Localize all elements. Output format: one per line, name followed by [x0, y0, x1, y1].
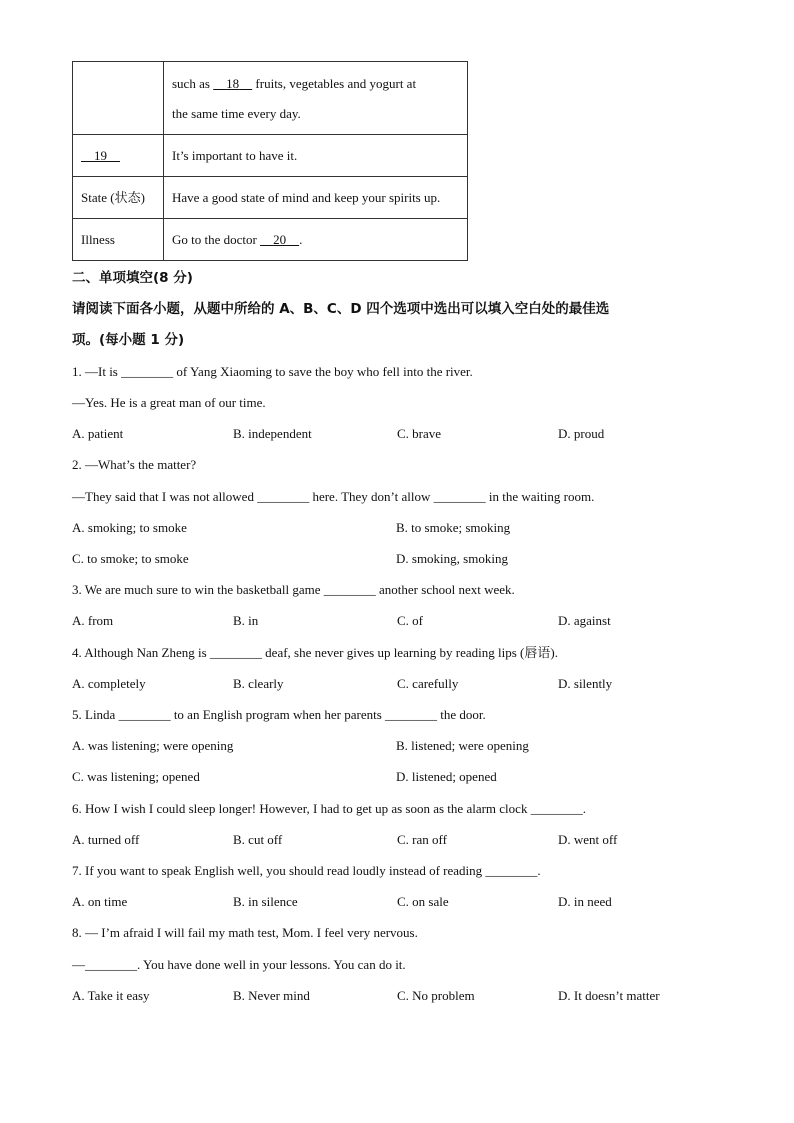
option-c: C. was listening; opened: [72, 769, 200, 784]
option-b: B. cut off: [233, 832, 283, 847]
option-a: A. completely: [72, 676, 146, 691]
question-stem: 3. We are much sure to win the basketball game ________ another school next week.: [72, 582, 515, 597]
table-cell-label: [73, 135, 164, 177]
option-b: B. in: [233, 613, 259, 628]
question-stem: 2. —What’s the matter?: [72, 457, 197, 472]
option-d: D. listened; opened: [396, 769, 497, 784]
table-cell-text: It’s important to have it.: [164, 135, 468, 177]
blank-20: 20: [273, 231, 287, 247]
table-row: [73, 135, 468, 177]
table-cell-text: Have a good state of mind and keep your spirits up.: [164, 177, 468, 219]
question-stem: 8. — I’m afraid I will fail my math test, Mom. I feel very nervous.: [72, 925, 418, 940]
option-b: B. in silence: [233, 894, 298, 909]
option-b: B. Never mind: [233, 988, 310, 1003]
table-cell-text: such as 18 fruits, vegetables and yogurt at the same time every day.: [164, 62, 468, 135]
option-d: D. went off: [558, 832, 618, 847]
option-a: A. was listening; were opening: [72, 738, 234, 753]
option-c: C. ran off: [397, 832, 447, 847]
option-a: A. turned off: [72, 832, 140, 847]
question-stem: 7. If you want to speak English well, you should read loudly instead of reading ________.: [72, 863, 541, 878]
section-instruction: 请阅读下面各小题，从题中所给的 A、B、C、D 四个选项中选出可以填入空白处的最佳选: [72, 301, 610, 317]
option-a: A. from: [72, 613, 114, 628]
option-d: D. silently: [558, 676, 613, 691]
option-c: C. brave: [397, 426, 442, 441]
question-stem: 5. Linda ________ to an English program when her parents ________ the door.: [72, 707, 486, 722]
option-d: D. in need: [558, 894, 612, 909]
option-b: B. listened; were opening: [396, 738, 529, 753]
table-cell-label: [73, 62, 164, 135]
question-stem: 1. —It is ________ of Yang Xiaoming to save the boy who fell into the river.: [72, 364, 473, 379]
question-stem: 6. How I wish I could sleep longer! However, I had to get up as soon as the alarm clock ________.: [72, 801, 586, 816]
option-c: C. carefully: [397, 676, 459, 691]
option-b: B. independent: [233, 426, 312, 441]
option-c: C. No problem: [397, 988, 475, 1003]
blank-19: 19: [94, 147, 107, 163]
option-c: C. of: [397, 613, 423, 628]
table-row: [73, 177, 468, 219]
option-c: C. to smoke; to smoke: [72, 551, 189, 566]
option-b: B. to smoke; smoking: [396, 520, 511, 535]
question-stem: —Yes. He is a great man of our time.: [72, 395, 266, 410]
section-instruction: 项。(每小题 1 分): [72, 332, 185, 348]
table-row: [73, 62, 468, 135]
table-cell-label: Illness: [73, 219, 164, 261]
option-d: D. proud: [558, 426, 605, 441]
option-d: D. It doesn’t matter: [558, 988, 660, 1003]
option-d: D. against: [558, 613, 611, 628]
option-a: A. Take it easy: [72, 988, 150, 1003]
question-stem: 4. Although Nan Zheng is ________ deaf, she never gives up learning by reading lips (唇语).: [72, 645, 558, 660]
option-a: A. patient: [72, 426, 124, 441]
health-tips-table: [72, 61, 468, 261]
option-c: C. on sale: [397, 894, 449, 909]
table-row: [73, 219, 468, 261]
table-cell-text: Go to the doctor 20 .: [164, 219, 468, 261]
option-a: A. smoking; to smoke: [72, 520, 187, 535]
option-a: A. on time: [72, 894, 128, 909]
option-b: B. clearly: [233, 676, 284, 691]
section-title: 二、单项填空(8 分): [72, 270, 193, 286]
table-cell-label: State (状态): [73, 177, 164, 219]
option-d: D. smoking, smoking: [396, 551, 508, 566]
question-stem: —They said that I was not allowed ________ here. They don’t allow ________ in the waiting room.: [72, 489, 595, 504]
question-stem: —________. You have done well in your lessons. You can do it.: [72, 957, 406, 972]
blank-18: 18: [226, 76, 240, 91]
